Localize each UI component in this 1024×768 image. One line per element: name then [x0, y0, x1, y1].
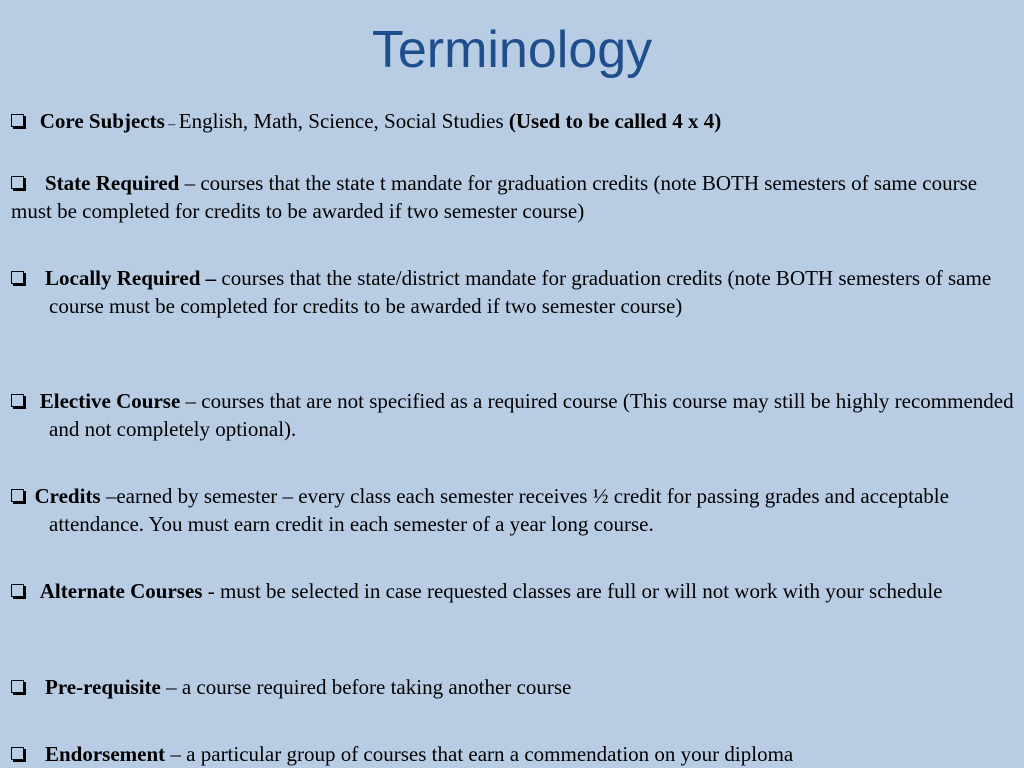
term-label: Locally Required – — [45, 266, 217, 290]
term-item-state-required — [11, 169, 1016, 225]
term-emphasis: (Used to be called 4 x 4) — [508, 109, 722, 133]
checkbox-bullet-icon — [11, 394, 24, 407]
slide-title: Terminology — [371, 21, 653, 79]
term-label: Core Subjects — [39, 109, 165, 133]
term-definition: - must be selected in case requested classes are full or will not work with your schedule — [202, 579, 943, 603]
term-definition: –earned by semester – every class each semester receives ½ credit for passing grades and acceptable attendance. You must earn credit in each semester of a year long course. — [49, 484, 949, 536]
term-dash: – — [164, 117, 179, 132]
term-item-alternate-courses — [11, 577, 1024, 605]
term-label: Elective Course — [39, 389, 181, 413]
checkbox-bullet-icon — [11, 271, 24, 284]
checkbox-bullet-icon — [11, 680, 24, 693]
term-item-core-subjects — [11, 107, 1016, 139]
term-label: Pre-requisite — [45, 675, 161, 699]
term-definition: English, Math, Science, Social Studies — [178, 109, 509, 133]
checkbox-bullet-icon — [11, 584, 24, 597]
term-item-endorsement — [11, 740, 1024, 768]
term-definition: – courses that the state t mandate for graduation credits (note BOTH semesters of same course must be completed for credits to be awarded if two semester course) — [11, 171, 978, 223]
term-item-credits — [11, 482, 1024, 538]
term-definition: – a course required before taking another course — [160, 675, 572, 699]
checkbox-bullet-icon — [11, 176, 24, 189]
term-item-elective-course — [11, 387, 1024, 443]
term-definition: – courses that are not specified as a required course (This course may still be highly recommended and not completely optional). — [49, 389, 1014, 441]
checkbox-bullet-icon — [11, 114, 24, 127]
term-item-pre-requisite — [11, 673, 1024, 701]
term-label: Endorsement — [45, 742, 166, 766]
term-item-locally-required — [11, 264, 1024, 320]
term-label: Alternate Courses — [39, 579, 203, 603]
term-definition: courses that the state/district mandate for graduation credits (note BOTH semesters of same course must be completed for credits to be awarded if two semester course) — [49, 266, 992, 318]
term-definition: – a particular group of courses that earn a commendation on your diploma — [165, 742, 794, 766]
term-label: State Required — [45, 171, 180, 195]
checkbox-bullet-icon — [11, 747, 24, 760]
checkbox-bullet-icon — [11, 489, 24, 502]
term-label: Credits — [34, 484, 101, 508]
